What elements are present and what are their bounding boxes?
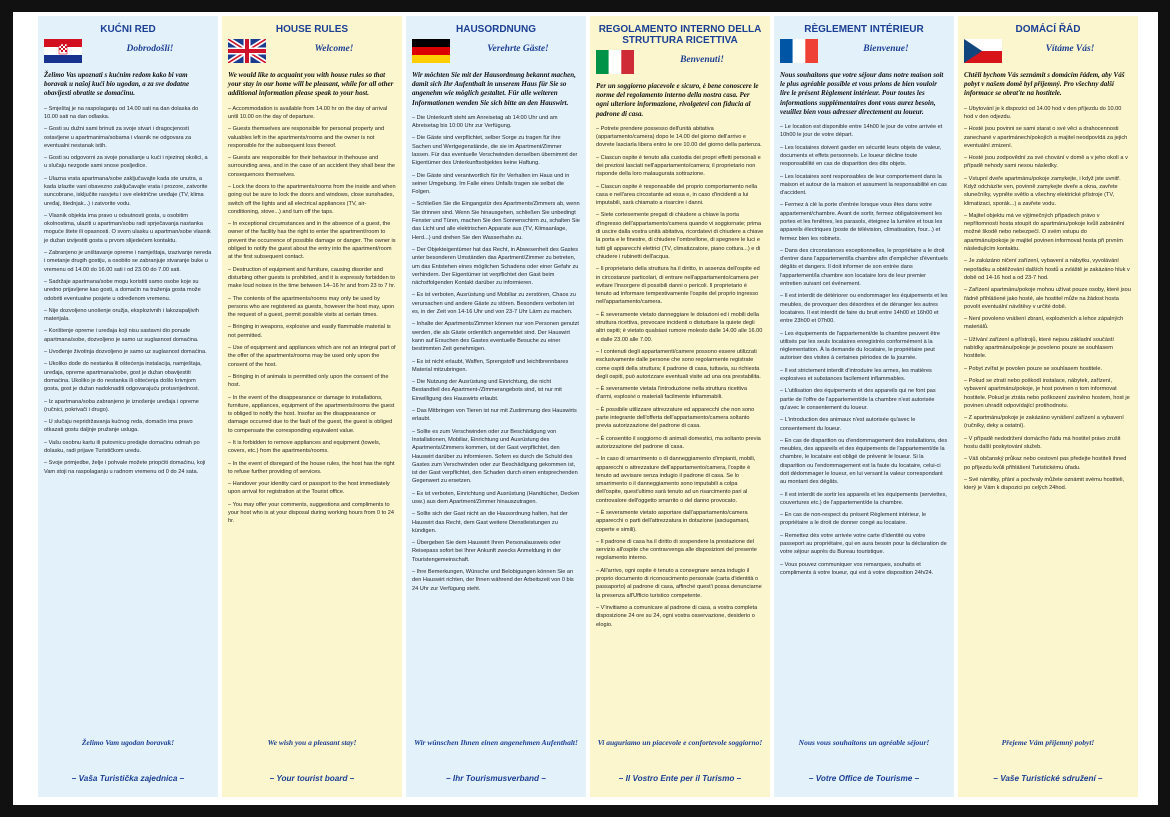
rule-item: – Schließen Sie die Eingangstür des Apartments/Zimmers ab, wenn Sie drinnen sind. Wenn Sie hinausgehen, schließen Sie unbedingt Fenster und Türen, machen Sie den Sonnenschirm zu, schalten Sie das Licht und alle elektrischen Apparate aus (TV, Klimaanlage, Herd...) und drehen Sie den Wasserhahn zu. bbox=[412, 200, 580, 241]
rule-item: – Fermez à clé la porte d'entrée lorsque vous êtes dans votre appartement/chambre. Avant de sortir, fermez obligatoirement les portes et les fenêtres, les parasols, éteignez la lumière et tous les appareils électriques (poste de télévision, climatisation, four...) et fermez bien les robinets. bbox=[780, 201, 948, 242]
greeting: Bienvenue! bbox=[863, 44, 909, 54]
intro-text: Nous souhaitons que votre séjour dans notre maison soit le plus agréable possible et vous prions de bien vouloir lire le présent Règlement intérieur. Pour toutes les informations supplémentaires dont vous aurez besoin, veuillez bien vous adresser directement au loueur. bbox=[780, 71, 944, 116]
rule-item: – V'invitiamo a comunicare al padrone di casa, a vostra completa disposizione 24 ore su 24, ogni vostra osservazione, desiderio o elogio. bbox=[596, 604, 764, 629]
rule-item: – En cas de non-respect du présent Règlement intérieur, le propriétaire a le droit de donner congé au locataire. bbox=[780, 511, 948, 528]
rule-item: – Guests are responsible for their behaviour in thehouse and surrounding area, and in the case of an accident they shall bear the consequences themselves. bbox=[228, 154, 396, 179]
rule-item: – Vlasnik objekta ima pravo u odsutnosti gosta, u osobitim okolnostima, ulaziti u apartman/sobu radi sprječavanja nastanka moguće štete ili opasnosti. O svom ulasku u apartman/sobe vlasnik je dužan izvijestiti gosta u prvom slijedećem kontaktu. bbox=[44, 212, 212, 245]
rule-item: – Der Objekteigentümer hat das Recht, in Abwesenheit des Gastes unter besonderen Umständen das Apartment/Zimmer zu betreten, um das Entstehen eines möglichen Schadens oder einer Gefahr zu verhindern. Der Eigentümer ist verpflichtet den Gast beim nächstfolgenden Kontakt darüber zu informieren. bbox=[412, 246, 580, 287]
rule-item: – Vašu osobnu kartu ili putovnicu predajte domaćinu odmah po dolasku, radi prijave Turističkom uredu. bbox=[44, 439, 212, 456]
rule-item: – È severamente vietato danneggiare le dotazioni ed i mobili della struttura ricettiva, provocare incidenti o disturbare la quiete degli altri ospiti; è vietato qualsiasi rumore molesto dalle 14.00 alle 16.00 e dalle 23.00 alle 7.00. bbox=[596, 311, 764, 344]
signature: – Vaša Turistička zajednica – bbox=[71, 774, 185, 783]
rule-item: – Váš občanský průkaz nebo cestovní pas předejte hostiteli ihned po příjezdu kvůli přihlášení Turistickému úřadu. bbox=[964, 455, 1132, 472]
greeting: Vítáme Vás! bbox=[1045, 44, 1095, 54]
rule-item: – Ulazna vrata apartmana/sobe zaključavajte kada ste unutra, a kada izlazite vani obavezno zaključavajte vrata i prozore, zatvorite suncobrane, isključite rasvjetu i sve električne uređaje (TV, klima uređaj, štednjak...) i zatvorite vodu. bbox=[44, 175, 212, 208]
column-croatian bbox=[38, 16, 218, 797]
rule-item: – Le location est disponible entre 14h00 le jour de votre arrivée et 10h00 le jour de votre départ. bbox=[780, 123, 948, 140]
rule-item: – È consentito il soggiorno di animali domestici, ma soltanto previa autorizzazione del padrone di casa. bbox=[596, 435, 764, 452]
rule-item: – Bringing in of animals is permitted only upon the consent of the host. bbox=[228, 373, 396, 390]
rule-item: – Svoje primjedbe, želje i pohvale možete priopćiti domaćinu, koji Vam stoji na raspolaganju u radnom vremenu od 0 do 24 sata. bbox=[44, 459, 212, 476]
column-english bbox=[222, 16, 402, 797]
rule-item: – È severamente vietato asportare dall'appartamento/camera apparecchi o parti dell'attrezzatura in dotazione (asciugamani, coperte e simili). bbox=[596, 509, 764, 534]
greeting: Dobrodošli! bbox=[126, 44, 174, 54]
rule-item: – Il est strictement interdit d'introduire les armes, les matières explosives et substances facilement inflammables. bbox=[780, 367, 948, 384]
rule-item: – You may offer your comments, suggestions and compliments to your host who is at your disposal during working hours from 0 to 24 hr. bbox=[228, 501, 396, 526]
wish-text: Želimo Vam ugodan boravak! bbox=[81, 738, 175, 747]
wish-text: We wish you a pleasant stay! bbox=[267, 738, 357, 747]
france-flag-icon bbox=[780, 39, 818, 63]
rule-item: – I contenuti degli appartamenti/camere possono essere utilizzati esclusivamente dalle persone che sono regolarmente registrate come ospiti della struttura; il padrone di casa, tuttavia, su richiesta degli ospiti, può autorizzare eventuali visite ad una ora prestabilita. bbox=[596, 348, 764, 381]
intro-text: Wir möchten Sie mit der Hausordnung bekannt machen, damit sich Ihr Aufenthalt in unserem Haus für Sie so angenehm wie möglich gestaltet. Für alle weiteren Informationen wenden Sie sich bitte an den Hauswirt. bbox=[412, 71, 576, 107]
rule-item: – Korištenje opreme i uređaja koji nisu sastavni dio ponude apartmana/sobe, dozvoljeno je samo uz suglasnost domaćina. bbox=[44, 327, 212, 344]
intro-text: We would like to acquaint you with house rules so that your stay in our home will be pleasant, while for all other additional information please speak to your host. bbox=[228, 71, 394, 98]
rule-item: – Die Gäste sind verantwortlich für ihr Verhalten im Haus und in seiner Umgebung. Im Falle eines Unfalls tragen sie selbst die Folgen. bbox=[412, 172, 580, 197]
rules-list bbox=[780, 123, 948, 577]
rule-item: – Sollte es zum Verschwinden oder zur Beschädigung von Installationen, Mobiliar, Einrichtung und Ausrüstung des Apartments/Zimmers kommen, ist der Gast verpflichtet, den Hauswirt darüber zu informieren. Sofern es durch die Schuld des Gastes zum Verschwinden oder zur Beschädigung gekommen ist, ist der Gast verpflichtet, den Schaden durch einen entsprechenden Gegenwert zu ersetzen. bbox=[412, 428, 580, 486]
rule-item: – Lock the doors to the apartments/rooms from the inside and when going out be sure to lock the doors and windows, close sunshades, switch off the lights and all electrical appliances (TV, air-conditioning, stove...) and turn off the taps. bbox=[228, 183, 396, 216]
house-rules-sheet bbox=[13, 12, 1158, 805]
rule-item: – Iz apartmana/soba zabranjeno je iznošenje uređaja i opreme (ručnici, pokrivači i drugo). bbox=[44, 398, 212, 415]
rule-item: – Il padrone di casa ha il diritto di sospendere la prestazione del servizio all'ospite che contravvenga alle disposizioni del presente regolamento interno. bbox=[596, 538, 764, 563]
rule-item: – Zabranjeno je uništavanje opreme i namještaja, izazivanje nereda i ometanje drugih gostiju, a osobito se zabranjuje stvaranje buke u vremenu od 14.00 do 16.00 sati i od 23.00 do 7.00 sati. bbox=[44, 249, 212, 274]
rule-item: – L'introduction des animaux n'est autorisée qu'avec le consentement du loueur. bbox=[780, 416, 948, 433]
column-czech bbox=[958, 16, 1138, 797]
rule-item: – In the event of disregard of the house rules, the host has the right to refuse further providing of services. bbox=[228, 460, 396, 477]
rule-item: – Gosti su odgovorni za svoje ponašanje u kući i njezinoj okolici, a u slučaju nezgode sami snose posljedice. bbox=[44, 154, 212, 171]
rule-item: – Ciascun ospite è responsabile del proprio comportamento nella casa e nell'area circostante ad essa e, in caso d'incidenti a lui imputabili, sarà chiamato a risarcire i danni. bbox=[596, 183, 764, 208]
column-title: DOMÁCÍ ŘÁD bbox=[1015, 24, 1081, 35]
rule-item: – Zařízení apartmánu/pokoje mohou užívat pouze osoby, které jsou řádně přihlášené jako hosté, ale hostitel může na žádost hosta povolit eventuální návštěvy v určité době. bbox=[964, 286, 1132, 311]
rule-item: – Bringing in weapons, explosive and easily flammable material is not permitted. bbox=[228, 323, 396, 340]
italy-flag-icon bbox=[596, 50, 634, 74]
rule-item: – Es ist nicht erlaubt, Waffen, Sprengstoff und leichtbrennbares Material mitzubringen. bbox=[412, 358, 580, 375]
rule-item: – Majitel objektu má ve výjimečných případech právo v nepřítomnosti hosta stoupit do apartmánu/pokoje kvůli zabránění možné škodě nebo nebezpečí. O svém vstupu do apartmánu/pokoje je majitel povinen informovat hosta při prvním následujícím kontaktu. bbox=[964, 212, 1132, 253]
rule-item: – Dans des circonstances exceptionnelles, le propriétaire a le droit d'entrer dans l'appartement/la chambre afin d'empêcher d'éventuels dégâts et dangers. Il doit informer de son entrée dans l'appartement/la chambre son locataire lors de leur premier entretien suivant cet événement. bbox=[780, 247, 948, 288]
rule-item: – Guests themselves are responsible for personal property and valuables left in the apartments/rooms and the owner is not responsible for the subsequent loss thereof. bbox=[228, 125, 396, 150]
rule-item: – Les locataires doivent garder en sécurité leurs objets de valeur, documents et effets personnels. Le loueur décline toute responsabilité en cas de disparition des dits objets. bbox=[780, 144, 948, 169]
croatia-flag-icon bbox=[44, 39, 82, 63]
greeting: Welcome! bbox=[314, 44, 354, 54]
rule-item: – Remettez dès votre arrivée votre carte d'identité ou votre passeport au propriétaire, qui en aura besoin pour la déclaration de votre séjour auprès du Bureau touristique. bbox=[780, 532, 948, 557]
rule-item: – The contents of the apartments/rooms may only be used by persons who are registered as guests, however the host may, upon the request of a guest, permit possible visits at certain times. bbox=[228, 295, 396, 320]
rule-item: – Smještaj je na raspolaganju od 14.00 sati na dan dolaska do 10.00 sati na dan odlaska. bbox=[44, 105, 212, 122]
column-italian bbox=[590, 16, 770, 797]
wish-text: Přejeme Vám příjemný pobyt! bbox=[1001, 738, 1095, 747]
greeting: Benvenuti! bbox=[680, 55, 724, 65]
wish-text: Wir wünschen Ihnen einen angenehmen Aufenthalt! bbox=[414, 738, 578, 747]
signature: – Ihr Tourismusverband – bbox=[446, 774, 546, 783]
rule-item: – In caso di smarrimento o di danneggiamento d'impianti, mobili, apparecchi o attrezzature dell'appartamento/camera, l'ospite è tenuto ad avvisare senza indugio il padrone di casa. Se lo smarrimento o il danneggiamento sono imputabili a colpa dell'ospite, quest'ultimo sarà tenuto ad un risarcimento pari al controvalore dell'oggetto smarrito o del danno provocato. bbox=[596, 455, 764, 505]
rule-item: – All'arrivo, ogni ospite è tenuto a consegnare senza indugio il proprio documento di riconoscimento personale (carta d'identità o passaporto) al padrone di casa, affinché quest'i possa denunciarne la presenza all'Ufficio turistico competente. bbox=[596, 567, 764, 600]
rule-item: – Ubytování je k dispozici od 14.00 hod v den příjezdu do 10.00 hod v den odjezdu. bbox=[964, 105, 1132, 122]
rule-item: – It is forbidden to remove appliances and equipment (towels, covers, etc.) from the apartments/rooms. bbox=[228, 439, 396, 456]
intro-text: Per un soggiorno piacevole e sicuro, è bene conoscere le norme del regolamento interno della nostra casa. Per ogni ulteriore informazione, rivolgetevi con fiducia al padrone di casa. bbox=[596, 82, 759, 118]
signature: – Vaše Turistické sdružení – bbox=[993, 774, 1103, 783]
rules-list bbox=[44, 105, 212, 476]
rule-item: – V případě nedodržení domácího řádu má hostitel právo zrušit hostu další poskytování služeb. bbox=[964, 435, 1132, 452]
rule-item: – Je zakázáno ničení zařízení, vybavení a nábytku, vyvolávání nepořádku a obtěžování dalších hostů a zvláště je zakázáno hluk v době od 14-16 hod a od 23-7 hod. bbox=[964, 257, 1132, 282]
rule-item: – Die Gäste sind verpflichtet, selber Sorge zu tragen für ihre Sachen und Wertgegenstände, die sie im Apartment/Zimmer lassen. Für das eventuelle Verschwinden derselben übernimmt der Eigentümer des Unterkunftsobjektes keine Haftung. bbox=[412, 134, 580, 167]
rule-item: – Die Unterkunft steht am Anreisetag ab 14:00 Uhr und am Abreisetag bis 10:00 Uhr zur Verfügung. bbox=[412, 114, 580, 131]
rule-item: – Své námitky, přání a pochvaly můžete oznámit svému hostiteli, který je Vám k dispozici po celých 24hod. bbox=[964, 476, 1132, 493]
rule-item: – Siete cortesemente pregati di chiudere a chiave la porta d'ingresso dell'appartamento/camera quando vi soggiornate; prima di uscire dalla vostra unità abitativa, ricordatevi di chiudere a chiave la porta e le finestre, di chiudere l'ombrellone, di spegnere le luci e tutti gli apparecchi elettrici (TV, climatizzatore, piano cottura...) e di chiudere i rubinetti dell'acqua. bbox=[596, 211, 764, 261]
column-french bbox=[774, 16, 954, 797]
column-title: HOUSE RULES bbox=[275, 24, 349, 35]
column-title: HAUSORDNUNG bbox=[456, 24, 536, 35]
greeting: Verehrte Gäste! bbox=[487, 44, 549, 54]
germany-flag-icon bbox=[412, 39, 450, 63]
rule-item: – Z apartmánu/pokoje je zakázáno vynášení zařízení a vybavení (ručníky, deky a ostatní). bbox=[964, 414, 1132, 431]
rule-item: – Il est interdit de détériorer ou endommager les équipements et les meubles, de provoquer des désordres et de déranger les autres locataires. Il est interdit de faire du bruit entre 14h00 et 16h00 et entre 23h00 et 07h00. bbox=[780, 292, 948, 325]
rule-item: – Die Nutzung der Ausrüstung und Einrichtung, die nicht Bestandteil des Apartment-/Zimmerangebots sind, ist nur mit Einwilligung des Hauswirts erlaubt. bbox=[412, 378, 580, 403]
rule-item: – Sollte sich der Gast nicht an die Hausordnung halten, hat der Hauswirt das Recht, dem Gast weitere Dienstleistungen zu kündigen. bbox=[412, 510, 580, 535]
rule-item: – Les locataires sont responsables de leur comportement dans la maison et autour de la maison et assument la responsabilité en cas d'accident. bbox=[780, 173, 948, 198]
rule-item: – Není povoleno vnášení zbraní, explozivních a lehce zápalných materiálů. bbox=[964, 315, 1132, 332]
rule-item: – Übergeben Sie dem Hauswirt Ihren Personalausweis oder Reisepass sofort bei Ihrer Ankunft zwecks Anmeldung in der Touristengemeinschaft. bbox=[412, 539, 580, 564]
rule-item: – Pobyt zvířat je povolen pouze se souhlasem hostitele. bbox=[964, 365, 1132, 373]
signature: – Il Vostro Ente per il Turismo – bbox=[618, 774, 742, 783]
rule-item: – Handover your identity card or passport to the host immediately upon arrival for registration at the Tourist office. bbox=[228, 480, 396, 497]
rule-item: – Sadržaje apartmana/sobe mogu koristiti samo osobe koje su uredno prijavljene kao gosti, a domaćin na traženja gosta može odobriti eventualne posjete u određenom vremenu. bbox=[44, 278, 212, 303]
column-title: KUĆNI RED bbox=[100, 24, 156, 35]
rule-item: – Hosté jsou povinni se sami starat o své věci a drahocennosti zanechané v apartmánech/pokojích a majitel neodpovídá za jejich eventuální zmizení. bbox=[964, 125, 1132, 150]
czech-flag-icon bbox=[964, 39, 1002, 63]
rule-item: – L'utilisation des équipements et des appareils qui ne font pas partie de l'offre de l'appartement/de la chambre n'est autorisée qu'avec le consentement du loueur. bbox=[780, 387, 948, 412]
rule-item: – Use of equipment and appliances which are not an integral part of the offer of the apartments/rooms may be used only upon the consent of the host. bbox=[228, 344, 396, 369]
rule-item: – U slučaju nepridržavanja kućnog reda, domaćin ima pravo otkazati gostu daljnje pružanje usluga. bbox=[44, 418, 212, 435]
rule-item: – Es ist verboten, Ausrüstung und Mobiliar zu zerstören, Chaos zu verursachen und andere Gäste zu stören. Besonders verboten ist es, in der Zeit von 14-16 Uhr und von 23-7 Uhr Lärm zu machen. bbox=[412, 291, 580, 316]
rule-item: – Les équipements de l'appartement/de la chambre peuvent être utilisés par les seuls locataires enregistrés conformément à la réglementation. À la demande du locataire, le propriétaire peut autoriser des visites à certaines périodes de la journée. bbox=[780, 330, 948, 363]
rule-item: – Pokud se ztratí nebo poškodí instalace, nábytek, zařízení, vybavení apartmánu/pokoje, je host povinen o tom informovat hostitele. Pokud je ztráta nebo poškození zaviněno hostem, host je povinen uhradit odpovídající protihodnotu. bbox=[964, 377, 1132, 410]
rule-item: – Ukoliko dođe do nestanka ili oštećenja instalacija, namještaja, uređaja, opreme apartmana/sobe, gost je dužan obavijestiti domaćina. Ukoliko je do nestanka ili oštećenja došlo krivnjom gosta, gost je dužan nadoknaditi odgovarajuću protuvrijednost. bbox=[44, 360, 212, 393]
rule-item: – Potrete prendere possesso dell'unità abitativa (appartamento/camera) dopo le 14.00 del giorno dell'arrivo e dovrete lasciarla libera entro le ore 10.00 del giorno della partenza. bbox=[596, 125, 764, 150]
rule-item: – Nije dozvoljeno unošenje oružja, eksplozivnih i lakozapaljivih materijala. bbox=[44, 307, 212, 324]
rules-list bbox=[228, 105, 396, 526]
rule-item: – Destruction of equipment and furniture, causing disorder and disturbing other guests is prohibited, and it is expressly forbidden to make loud noises in the time between 14–16 hr and from 23 to 7 hr. bbox=[228, 266, 396, 291]
wish-text: Nous vous souhaitons un agréable séjour! bbox=[798, 738, 930, 747]
rule-item: – Vstupní dveře apartmánu/pokoje zamykejte, i když jste uvnitř. Když odcházíte ven, povinně zamykejte dveře a okna, zavřete slunečníky, vypněte světlo a všechny elektrické přístroje (TV, klimatizaci, sporák...) a zavřete vodu. bbox=[964, 175, 1132, 208]
rule-item: – Užívání zařízení a přístrojů, které nejsou základní součástí nabídky apartmánu/pokoje je povoleno pouze se souhlasem hostitele. bbox=[964, 336, 1132, 361]
signature: – Votre Office de Tourisme – bbox=[808, 774, 920, 783]
column-title: REGOLAMENTO INTERNO DELLA STRUTTURA RICETTIVA bbox=[598, 24, 762, 46]
rule-item: – Inhalte der Apartments/Zimmer können nur von Personen genutzt werden, die als Gäste ordentlich angemeldet sind. Der Hauswirt kann auf Ersuchen des Gastes eventuelle Besuche zu einer bestimmten Zeit genehmigen. bbox=[412, 320, 580, 353]
rule-item: – Ihre Bemerkungen, Wünsche und Belobigungen können Sie an den Hauswirt richten, der Ihnen während der Arbeitszeit von 0 bis 24 Uhr zur Verfügung steht. bbox=[412, 568, 580, 593]
column-german bbox=[406, 16, 586, 797]
column-title: RÈGLEMENT INTÉRIEUR bbox=[804, 24, 924, 35]
signature: – Your tourist board – bbox=[269, 774, 355, 783]
rule-item: – Es ist verboten, Einrichtung und Ausrüstung (Handtücher, Decken usw.) aus dem Apartment/Zimmer hinauszutragen. bbox=[412, 490, 580, 507]
intro-text: Želimo Vas upoznati s kućnim redom kako bi vam boravak u našoj kući bio ugodan, a za sve dodatne obavijesti obratite se domaćinu. bbox=[44, 71, 190, 98]
rule-item: – Accommodation is available from 14.00 hr on the day of arrival until 10.00 on the day of departure. bbox=[228, 105, 396, 122]
rules-list bbox=[596, 125, 764, 629]
rules-list bbox=[412, 114, 580, 593]
rule-item: – È possibile utilizzare attrezzature ed apparecchi che non sono parte integrante dell'offerta dell'appartamento/camera soltanto previa autorizzazione del padrone di casa. bbox=[596, 406, 764, 431]
intro-text: Chtěli bychom Vás seznámit s domácím řádem, aby Váš pobyt v našem domě byl příjemný. Pro všechny další informace se obraťte na hostitele. bbox=[964, 71, 1125, 98]
rules-list bbox=[964, 105, 1132, 493]
rule-item: – Vous pouvez communiquer vos remarques, souhaits et compliments à votre loueur, qui est à votre disposition 24h/24. bbox=[780, 561, 948, 578]
rule-item: – È severamente vietata l'introduzione nella struttura ricettiva d'armi, esplosivi o materiali facilmente infiammabili. bbox=[596, 385, 764, 402]
rule-item: – Das Mitbringen von Tieren ist nur mit Zustimmung des Hauswirts erlaubt. bbox=[412, 407, 580, 424]
rule-item: – Uvođenje životinja dozvoljeno je samo uz suglasnost domaćina. bbox=[44, 348, 212, 356]
rule-item: – Ciascun ospite è tenuto alla custodia dei propri effetti personali e dei preziosi lasciati nell'appartamento/camera; il proprietario non risponde della loro malaugurata sottrazione. bbox=[596, 154, 764, 179]
rule-item: – Il proprietario della struttura ha il diritto, in assenza dell'ospite ed in circostanze particolari, di entrare nell'appartamento/camera per evitare l'insorgere di possibili danni o pericoli. Il proprietario è tenuto ad informare tempestivamente l'ospite del proprio ingresso nell'appartamento/camera. bbox=[596, 265, 764, 306]
rule-item: – En cas de disparition ou d'endommagement des installations, des meubles, des appareils et des équipements de l'appartement/de la chambre, le locataire est obligé de prévenir le loueur. Si la disparition ou l'endommagement est la faute du locataire, celui-ci doit dédommager le loueur, en lui versant la valeur correspondant au montant des dégâts. bbox=[780, 437, 948, 487]
rule-item: – In exceptional circumstances and in the absence of a guest, the owner of the facility has the right to enter the apartment/room to prevent the occurrence of possible damage or danger. The owner is obliged to notify the guest about the entry into the apartment/room at the first subsequent contact. bbox=[228, 220, 396, 261]
wish-text: Vi auguriamo un piacevole e confortevole soggiorno! bbox=[597, 738, 763, 747]
rule-item: – Il est interdit de sortir les appareils et les équipements (serviettes, couvertures etc.) de l'appartement/de la chambre. bbox=[780, 491, 948, 508]
rule-item: – In the event of the disappearance or damage to installations, furniture, appliances, equipment of the apartments/rooms the guest is obliged to notify the host. Insofar as the disappearance or damage occurred due to the fault of the guest, the guest is obliged to compensate the corresponding equivalent value. bbox=[228, 394, 396, 435]
uk-flag-icon bbox=[228, 39, 266, 63]
rule-item: – Hosté jsou zodpovědní za své chování v domě a v jeho okolí a v případě nehody sami nesou následky. bbox=[964, 154, 1132, 171]
rule-item: – Gosti su dužni sami brinuti za svoje stvari i dragocjenosti ostavljene u apartmanima/sobama i vlasnik ne odgovara za eventualni nestanak istih. bbox=[44, 125, 212, 150]
